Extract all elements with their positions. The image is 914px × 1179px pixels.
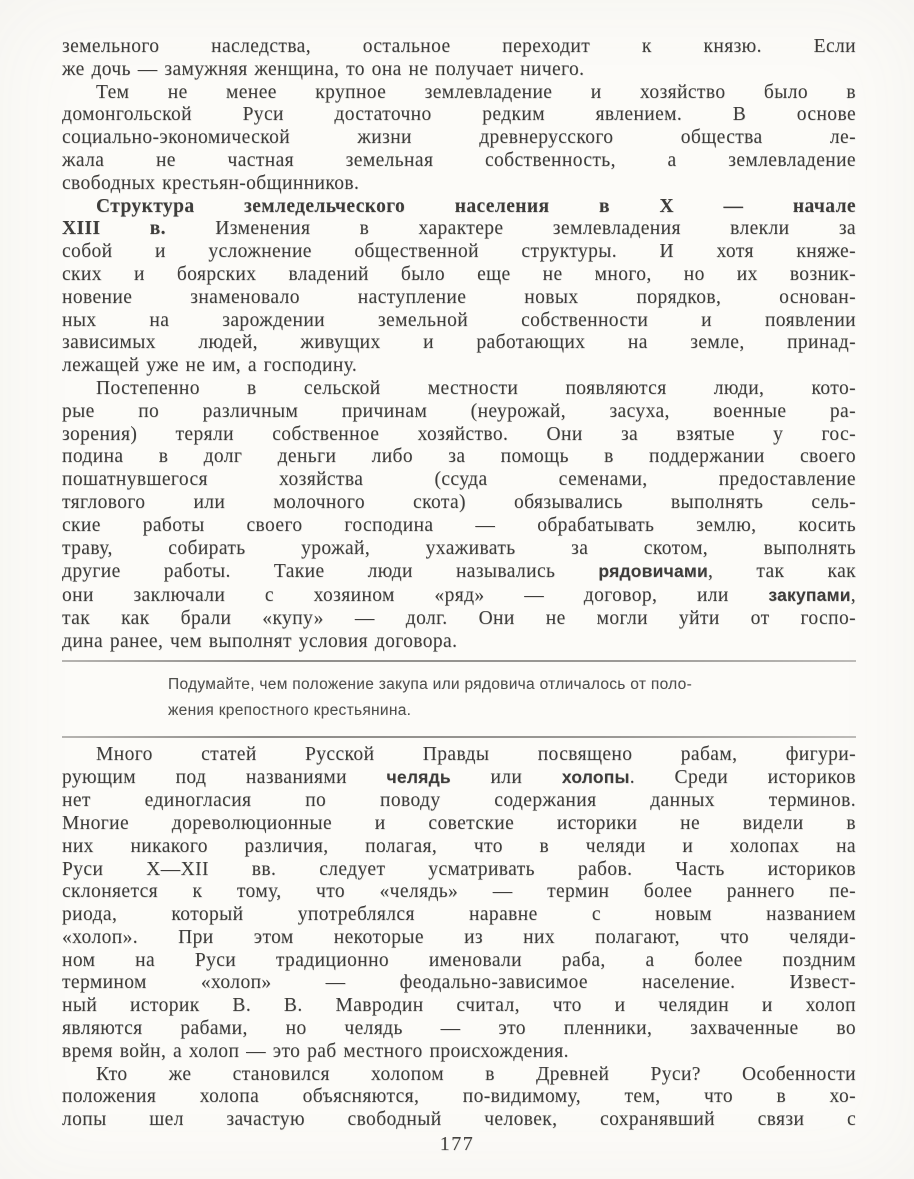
text-run: . Среди историков	[629, 767, 856, 789]
text-run: ские работы своего господина — обрабатывать землю, косить	[62, 514, 856, 536]
text-run: же дочь — замужняя женщина, то она не получает ничего.	[62, 58, 585, 80]
text-line	[62, 538, 856, 561]
text-run: ный историк В. В. Мавродин считал, что и челядин и холоп	[62, 995, 856, 1017]
text-run: подина в долг деньги либо за помощь в поддержании своего	[62, 446, 856, 468]
term-emphasis: закупами	[768, 585, 851, 606]
text-run: Руси X—XII вв. следует усматривать рабов. Часть историков	[62, 858, 856, 880]
text-run: лежащей уже не им, а господину.	[62, 355, 358, 377]
text-line	[62, 904, 856, 927]
text-line	[62, 1064, 856, 1087]
page-text-block	[62, 36, 856, 1132]
text-line	[62, 836, 856, 859]
text-line	[62, 881, 856, 904]
text-line	[62, 1041, 856, 1064]
divider	[62, 736, 856, 738]
text-line	[62, 310, 856, 333]
paragraph	[62, 36, 856, 82]
page-number: 177	[439, 1133, 475, 1155]
paragraph	[62, 1064, 856, 1132]
text-run: термином «холоп» — феодально-зависимое население. Извест-	[62, 972, 856, 994]
text-run: Изменения в характере землевладения влекли за	[165, 218, 856, 240]
text-run: собой и усложнение общественной структуры. И хотя княже-	[62, 241, 856, 263]
text-run: зорения) теряли собственное хозяйство. Они за взятые у гос-	[62, 423, 856, 445]
text-run: склоняется к тому, что «челядь» — термин более раннего пе-	[62, 881, 856, 903]
text-run: лопы шел зачастую свободный человек, сохранявший связи с	[62, 1109, 856, 1131]
text-run: рые по различным причинам (неурожай, засуха, военные ра-	[62, 400, 856, 422]
text-run: жения крепостного крестьянина.	[168, 701, 412, 719]
text-run: Многие дореволюционные и советские историки не видели в	[62, 812, 856, 834]
text-run: положения холопа объясняются, по-видимому, тем, что в хо-	[62, 1086, 856, 1108]
question-line	[168, 698, 792, 724]
text-line	[62, 492, 856, 515]
text-line	[62, 608, 856, 631]
bold-heading-run: XIII в.	[62, 218, 166, 240]
text-run: ,	[850, 585, 856, 607]
text-line	[62, 424, 856, 447]
text-run: тяглового или молочного скота) обязывались выполнять сель-	[62, 491, 856, 513]
text-run: свободных крестьян-общинников.	[62, 172, 360, 194]
question-line	[168, 672, 792, 698]
text-run: другие работы. Такие люди назывались	[62, 561, 599, 583]
text-run: новение знаменовало наступление новых порядков, основан-	[62, 286, 856, 308]
text-run: дина ранее, чем выполнят условия договора.	[62, 630, 458, 652]
text-run: домонгольской Руси достаточно редким явлением. В основе	[62, 104, 856, 126]
text-line	[62, 927, 856, 950]
text-run: социально-экономической жизни древнерусского общества ле-	[62, 127, 856, 149]
text-line	[62, 59, 856, 82]
text-line	[62, 332, 856, 355]
text-line	[62, 264, 856, 287]
paragraph	[62, 378, 856, 654]
text-run: земельного наследства, остальное переходит к князю. Если	[62, 36, 856, 57]
text-line	[62, 1109, 856, 1132]
divider	[62, 660, 856, 662]
text-run: Много статей Русской Правды посвящено рабам, фигури-	[96, 743, 856, 765]
text-line	[62, 584, 856, 608]
text-run: являются рабами, но челядь — это пленники, захваченные во	[62, 1018, 856, 1040]
text-line	[62, 401, 856, 424]
text-run: риода, который употреблялся наравне с новым названием	[62, 904, 856, 926]
text-run: Подумайте, чем положение закупа или рядовича отличалось от поло-	[168, 675, 693, 693]
bold-heading-run: Структура земледельческого населения в X — начале	[96, 195, 856, 217]
text-line	[62, 378, 856, 401]
text-line	[62, 469, 856, 492]
term-emphasis: челядь	[386, 767, 451, 788]
paragraph	[62, 82, 856, 196]
text-line	[62, 241, 856, 264]
text-line	[62, 1086, 856, 1109]
text-line	[62, 150, 856, 173]
text-run: «холоп». При этом некоторые из них полагают, что челяди-	[62, 926, 856, 948]
term-emphasis: рядовичами	[598, 561, 708, 582]
text-line	[62, 196, 856, 219]
text-run: время войн, а холоп — это раб местного происхождения.	[62, 1040, 569, 1062]
text-run: Кто же становился холопом в Древней Руси? Особенности	[96, 1063, 856, 1085]
text-run: Тем не менее крупное землевладение и хозяйство было в	[96, 81, 856, 103]
question-block	[168, 672, 792, 724]
text-line	[62, 104, 856, 127]
text-line	[62, 1018, 856, 1041]
text-run: так как брали «купу» — долг. Они не могли уйти от госпо-	[62, 607, 856, 629]
text-line	[62, 127, 856, 150]
text-line	[62, 995, 856, 1018]
text-line	[62, 82, 856, 105]
text-line	[62, 218, 856, 241]
text-run: нет единогласия по поводу содержания данных терминов.	[62, 790, 856, 812]
text-line	[62, 446, 856, 469]
text-run: они заключали с хозяином «ряд» — договор, или	[62, 585, 769, 607]
text-run: зависимых людей, живущих и работающих на земле, принад-	[62, 332, 856, 354]
text-line	[62, 790, 856, 813]
text-line	[62, 950, 856, 973]
text-run: пошатнувшегося хозяйства (ссуда семенами, предоставление	[62, 469, 856, 491]
term-emphasis: холопы	[561, 767, 630, 788]
text-line	[62, 813, 856, 836]
text-line	[62, 515, 856, 538]
text-run: или	[450, 767, 562, 789]
text-run: ных на зарождении земельной собственности и появлении	[62, 309, 856, 331]
text-run: траву, собирать урожай, ухаживать за скотом, выполнять	[62, 537, 856, 559]
text-run: Постепенно в сельской местности появляются люди, кото-	[96, 377, 856, 399]
text-run: рующим под названиями	[62, 767, 387, 789]
text-run: жала не частная земельная собственность, а землевладение	[62, 149, 856, 171]
paragraph	[62, 744, 856, 1064]
text-line	[62, 744, 856, 767]
text-line	[62, 560, 856, 584]
text-line	[62, 173, 856, 196]
text-line	[62, 355, 856, 378]
text-line	[62, 766, 856, 790]
text-line	[62, 972, 856, 995]
text-run: ном на Руси традиционно именовали раба, а более поздним	[62, 949, 856, 971]
text-line	[62, 36, 856, 59]
text-line	[62, 631, 856, 654]
paragraph	[62, 196, 856, 378]
text-run: , так как	[708, 561, 857, 583]
text-line	[62, 287, 856, 310]
text-line	[62, 859, 856, 882]
text-run: ских и боярских владений было еще не много, но их возник-	[62, 263, 856, 285]
text-run: них никакого различия, полагая, что в челяди и холопах на	[62, 835, 856, 857]
